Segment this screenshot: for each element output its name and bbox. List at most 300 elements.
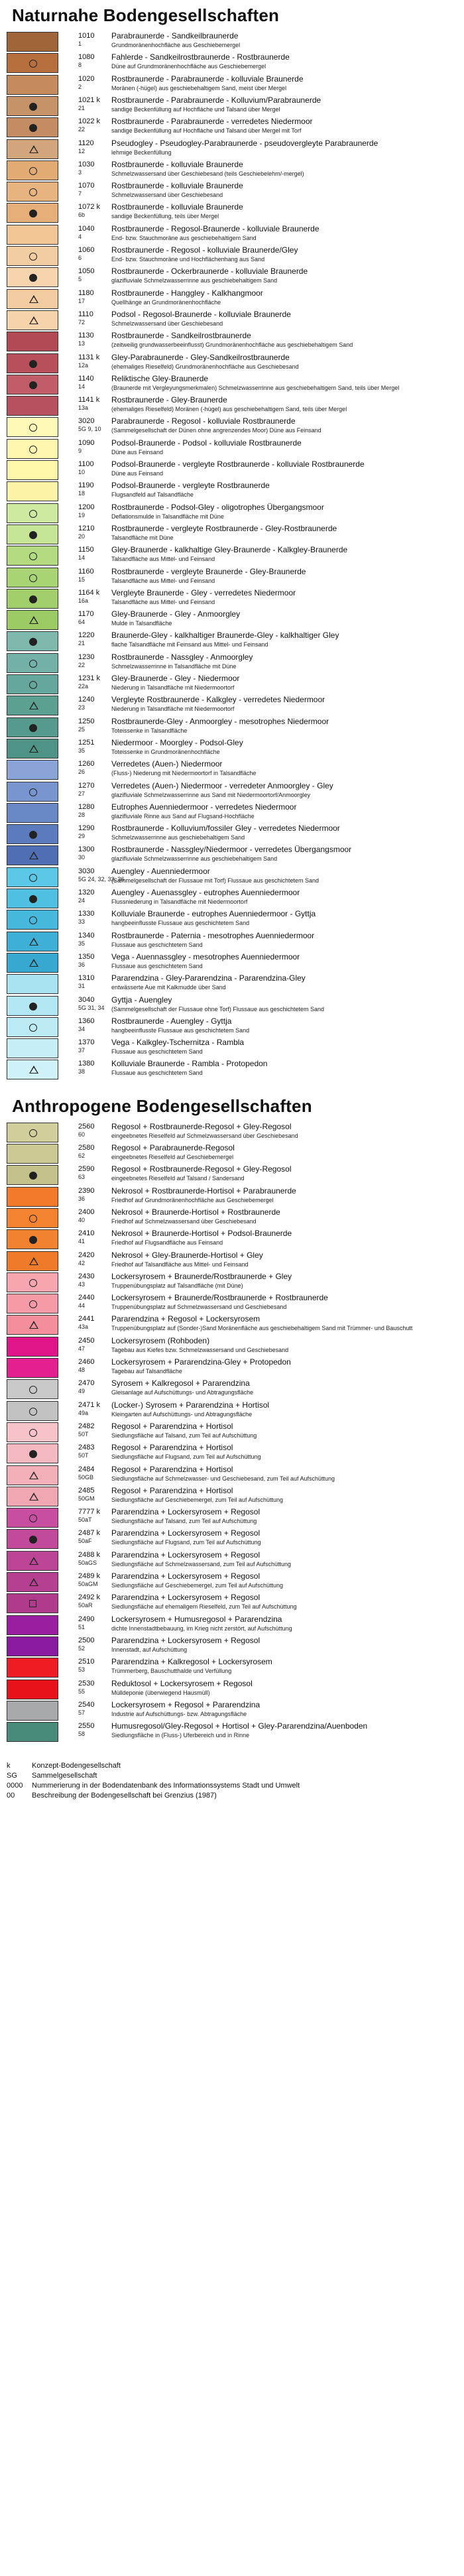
color-swatch bbox=[7, 1701, 58, 1721]
grenzius-number: 35 bbox=[78, 940, 86, 947]
triangle-icon bbox=[29, 316, 38, 324]
color-swatch bbox=[7, 267, 58, 287]
grenzius-number: 28 bbox=[78, 811, 86, 818]
soil-association-description: Innenstadt, auf Aufschüttung bbox=[111, 1646, 188, 1653]
legend-row bbox=[7, 1401, 457, 1422]
unit-number: 2420 bbox=[78, 1251, 95, 1259]
dot-icon bbox=[29, 1172, 37, 1180]
color-swatch bbox=[7, 1593, 58, 1613]
grenzius-number: 17 bbox=[78, 297, 86, 304]
circle-icon bbox=[29, 660, 37, 668]
soil-association-description: Siedlungsfläche in (Fluss-) Uferbereich und in Rinne bbox=[111, 1732, 250, 1739]
unit-number: 1160 bbox=[78, 567, 94, 576]
unit-number: 1370 bbox=[78, 1038, 95, 1047]
soil-association-name: Regosol + Pararendzina + Hortisol bbox=[111, 1464, 233, 1474]
grenzius-number: 47 bbox=[78, 1345, 86, 1352]
legend-row bbox=[7, 610, 457, 631]
legend-row bbox=[7, 139, 457, 160]
grenzius-number: 21 bbox=[78, 104, 86, 111]
color-swatch bbox=[7, 75, 58, 95]
legend-row bbox=[7, 160, 457, 182]
soil-association-name: Pararendzina - Gley-Pararendzina - Pararendzina-Gley bbox=[111, 973, 306, 983]
legend-row bbox=[7, 1572, 457, 1593]
soil-association-description: Gleisanlage auf Aufschüttungs- und Abtragungsfläche bbox=[111, 1389, 254, 1396]
legend-row bbox=[7, 289, 457, 310]
soil-association-name: Regosol + Rostbraunerde-Regosol + Gley-Regosol bbox=[111, 1164, 292, 1174]
unit-number: 1131 k bbox=[78, 353, 100, 361]
soil-association-name: Reliktische Gley-Braunerde bbox=[111, 373, 209, 383]
legend-row bbox=[7, 1123, 457, 1144]
legend-row bbox=[7, 1487, 457, 1508]
unit-number: 1350 bbox=[78, 952, 95, 961]
color-swatch bbox=[7, 1508, 58, 1528]
soil-association-name: Rostbraunerde - Sandkeilrostbraunerde bbox=[111, 331, 251, 341]
color-swatch bbox=[7, 803, 58, 823]
unit-number: 2410 bbox=[78, 1229, 95, 1238]
soil-association-name: Lockersyrosem + Regosol + Pararendzina bbox=[111, 1699, 261, 1709]
color-swatch bbox=[7, 524, 58, 544]
unit-number: 2430 bbox=[78, 1272, 95, 1280]
soil-association-name: Podsol-Braunerde - vergleyte Rostbraunerde - kolluviale Rostbraunerde bbox=[111, 460, 365, 469]
legend-row bbox=[7, 182, 457, 203]
key-symbol: SG bbox=[7, 1772, 17, 1780]
triangle-icon bbox=[29, 1557, 38, 1565]
soil-association-name: Rostbraunerde - Hanggley - Kalkhangmoor bbox=[111, 288, 263, 298]
legend-row bbox=[7, 53, 457, 74]
color-swatch bbox=[7, 674, 58, 694]
circle-icon bbox=[29, 446, 37, 454]
soil-association-description: Flussaue aus geschichtetem Sand bbox=[111, 962, 203, 969]
unit-number: 2490 bbox=[78, 1615, 95, 1623]
circle-icon bbox=[29, 574, 37, 582]
legend-row bbox=[7, 375, 457, 396]
soil-association-name: Auengley - Auenniedermoor bbox=[111, 866, 210, 876]
grenzius-number: 9 bbox=[78, 447, 82, 454]
color-swatch bbox=[7, 182, 58, 202]
soil-association-description: hangbeeinflusste Flussaue aus geschichtetem Sand bbox=[111, 1026, 250, 1034]
soil-association-description: flache Talsandfläche mit Feinsand aus Mittel- und Feinsand bbox=[111, 641, 268, 648]
dot-icon bbox=[29, 531, 37, 539]
key-entry bbox=[7, 1772, 457, 1782]
legend-row bbox=[7, 1551, 457, 1572]
grenzius-number: 5G 9, 10 bbox=[78, 426, 101, 433]
legend-row bbox=[7, 203, 457, 224]
unit-number: 2560 bbox=[78, 1122, 95, 1131]
soil-association-description: Mülldeponie (überwiegend Hausmüll) bbox=[111, 1689, 210, 1696]
unit-number: 1210 bbox=[78, 524, 95, 532]
legend-row bbox=[7, 460, 457, 481]
color-swatch bbox=[7, 996, 58, 1016]
soil-association-description: Flugsandfeld auf Talsandfläche bbox=[111, 491, 194, 499]
legend-row bbox=[7, 1294, 457, 1315]
grenzius-number: 42 bbox=[78, 1259, 86, 1266]
soil-association-name: Braunerde-Gley - kalkhaltiger Braunerde-Gley - kalkhaltiger Gley bbox=[111, 631, 339, 641]
grenzius-number: 43 bbox=[78, 1280, 86, 1288]
soil-association-description: Toteissenke in Grundmoränenhochfläche bbox=[111, 748, 220, 755]
soil-association-name: Rostbraunerde-Gley - Anmoorgley - mesotrophes Niedermoor bbox=[111, 716, 329, 726]
circle-icon bbox=[29, 510, 37, 518]
legend-row bbox=[7, 524, 457, 546]
legend-row bbox=[7, 674, 457, 696]
legend-row bbox=[7, 1187, 457, 1208]
unit-number: 2440 bbox=[78, 1294, 95, 1302]
color-swatch bbox=[7, 889, 58, 908]
triangle-icon bbox=[29, 616, 38, 624]
grenzius-number: 23 bbox=[78, 704, 86, 711]
soil-association-name: Lockersyrosem + Humusregosol + Pararendzina bbox=[111, 1614, 282, 1624]
unit-number: 1130 bbox=[78, 332, 94, 340]
soil-association-name: Rostbraunerde - Nassgley - Anmoorgley bbox=[111, 652, 253, 662]
unit-number: 2487 k bbox=[78, 1529, 101, 1538]
section-title: Anthropogene Bodengesellschaften bbox=[12, 1095, 312, 1116]
circle-icon bbox=[29, 552, 37, 560]
legend-row bbox=[7, 696, 457, 717]
soil-association-name: Syrosem + Kalkregosol + Pararendzina bbox=[111, 1379, 250, 1388]
legend-row bbox=[7, 396, 457, 417]
grenzius-number: 50GM bbox=[78, 1495, 95, 1502]
unit-number: 1200 bbox=[78, 503, 95, 511]
grenzius-number: 49a bbox=[78, 1409, 89, 1416]
soil-association-name: Regosol + Rostbraunerde-Regosol + Gley-Regosol bbox=[111, 1121, 292, 1131]
color-swatch bbox=[7, 1272, 58, 1292]
grenzius-number: 14 bbox=[78, 383, 86, 390]
soil-association-description: (ehemaliges Rieselfeld) Grundmoränenhochfläche aus Geschiebesand bbox=[111, 363, 299, 370]
color-swatch bbox=[7, 653, 58, 673]
legend-row bbox=[7, 824, 457, 845]
legend-row bbox=[7, 932, 457, 953]
soil-association-name: Pararendzina + Lockersyrosem + Regosol bbox=[111, 1571, 261, 1581]
soil-association-description: (Sammelgesellschaft der Flussaue ohne Torf) Flussaue aus geschichtetem Sand bbox=[111, 1005, 324, 1012]
circle-icon bbox=[29, 788, 37, 796]
grenzius-number: 6 bbox=[78, 255, 82, 261]
soil-association-description: Düne auf Grundmoränenhochfläche aus Geschiebemergel bbox=[111, 63, 266, 70]
legend-row bbox=[7, 803, 457, 824]
grenzius-number: 50aGS bbox=[78, 1559, 97, 1566]
dot-icon bbox=[29, 1003, 37, 1011]
soil-association-name: Lockersyrosem + Braunerde/Rostbraunerde + Gley bbox=[111, 1271, 292, 1281]
soil-association-name: Pararendzina + Lockersyrosem + Regosol bbox=[111, 1635, 261, 1645]
unit-number: 1040 bbox=[78, 224, 95, 233]
circle-icon bbox=[29, 681, 37, 689]
legend-row bbox=[7, 1680, 457, 1701]
square-icon bbox=[29, 1600, 36, 1607]
triangle-icon bbox=[29, 1321, 38, 1329]
soil-association-description: glazifluviale Schmelzwasserrinne aus geschiebehaltigem Sand bbox=[111, 855, 278, 863]
legend-row bbox=[7, 1358, 457, 1379]
color-swatch bbox=[7, 481, 58, 501]
grenzius-number: 38 bbox=[78, 1068, 86, 1075]
soil-association-description: Mulde in Talsandfläche bbox=[111, 620, 172, 627]
color-swatch bbox=[7, 1123, 58, 1142]
soil-association-name: Rostbraunerde - Regosol - kolluviale Braunerde/Gley bbox=[111, 245, 298, 255]
dot-icon bbox=[29, 1536, 37, 1544]
unit-number: 3040 bbox=[78, 995, 95, 1004]
unit-number: 2482 bbox=[78, 1422, 95, 1430]
soil-association-description: Talsandfläche aus Mittel- und Feinsand bbox=[111, 598, 215, 605]
circle-icon bbox=[29, 253, 37, 261]
unit-number: 1340 bbox=[78, 931, 95, 940]
legend-row bbox=[7, 1508, 457, 1529]
soil-association-name: Nekrosol + Rostbraunerde-Hortisol + Parabraunerde bbox=[111, 1186, 296, 1196]
grenzius-number: 19 bbox=[78, 511, 86, 519]
grenzius-number: 50aT bbox=[78, 1516, 92, 1524]
color-swatch bbox=[7, 1615, 58, 1635]
legend-row bbox=[7, 225, 457, 246]
grenzius-number: 3 bbox=[78, 168, 82, 176]
legend-row bbox=[7, 96, 457, 117]
grenzius-number: 12 bbox=[78, 147, 86, 154]
grenzius-number: 50GB bbox=[78, 1473, 94, 1481]
soil-association-name: Regosol + Pararendzina + Hortisol bbox=[111, 1421, 233, 1431]
soil-association-description: Toteissenke in Talsandfläche bbox=[111, 727, 188, 734]
color-swatch bbox=[7, 289, 58, 309]
color-swatch bbox=[7, 139, 58, 159]
key-symbol: 00 bbox=[7, 1792, 15, 1800]
grenzius-number: 22a bbox=[78, 683, 89, 690]
legend-row bbox=[7, 910, 457, 931]
soil-association-name: Rostbraunerde - Auengley - Gyttja bbox=[111, 1016, 232, 1026]
grenzius-number: 41 bbox=[78, 1238, 86, 1245]
color-swatch bbox=[7, 717, 58, 737]
unit-number: 1021 k bbox=[78, 95, 101, 104]
soil-association-description: Siedlungsfläche auf Flugsand, zum Teil auf Aufschüttung bbox=[111, 1539, 261, 1546]
unit-number: 1240 bbox=[78, 696, 95, 704]
unit-number: 2530 bbox=[78, 1679, 95, 1687]
soil-association-description: Flussniederung in Talsandfläche mit Niedermoortorf bbox=[111, 898, 248, 905]
unit-number: 2460 bbox=[78, 1358, 95, 1366]
legend-row bbox=[7, 1615, 457, 1636]
dot-icon bbox=[29, 724, 37, 732]
unit-number: 1140 bbox=[78, 374, 94, 383]
legend-row bbox=[7, 1144, 457, 1165]
soil-association-description: sandige Beckenfüllung auf Hochfläche und Talsand über Mergel bbox=[111, 105, 280, 113]
grenzius-number: 22 bbox=[78, 126, 86, 133]
color-swatch bbox=[7, 1487, 58, 1506]
triangle-icon bbox=[29, 1471, 38, 1479]
soil-association-name: Rostbraunerde - kolluviale Braunerde bbox=[111, 181, 243, 191]
grenzius-number: 64 bbox=[78, 619, 86, 626]
grenzius-number: 48 bbox=[78, 1367, 86, 1373]
legend-row bbox=[7, 1701, 457, 1722]
unit-number: 1020 bbox=[78, 74, 95, 83]
grenzius-number: 25 bbox=[78, 725, 86, 733]
soil-association-description: Flussaue aus geschichtetem Sand bbox=[111, 1070, 203, 1077]
circle-icon bbox=[29, 1429, 37, 1437]
soil-association-description: dichte Innenstadtbebauung, im Krieg nicht zerstört, auf Aufschüttung bbox=[111, 1625, 292, 1632]
dot-icon bbox=[29, 595, 37, 603]
soil-association-name: Regosol + Parabraunerde-Regosol bbox=[111, 1143, 235, 1152]
circle-icon bbox=[29, 1408, 37, 1416]
unit-number: 1360 bbox=[78, 1016, 95, 1025]
soil-association-description: Moränen (-hügel) aus geschiebehaltigem Sand, meist über Mergel bbox=[111, 84, 287, 92]
soil-association-description: End- bzw. Stauchmoräne und Hochflächenhang aus Sand bbox=[111, 256, 265, 263]
grenzius-number: 43a bbox=[78, 1323, 89, 1331]
triangle-icon bbox=[29, 1257, 38, 1265]
color-swatch bbox=[7, 568, 58, 587]
key-meaning: Nummerierung in der Bodendatenbank des Informationssystems Stadt und Umwelt bbox=[32, 1782, 300, 1790]
soil-association-description: Flussaue aus geschichtetem Sand bbox=[111, 941, 203, 948]
key-entry bbox=[7, 1792, 457, 1802]
soil-association-description: End- bzw. Stauchmoräne aus geschiebehaltigem Sand bbox=[111, 234, 257, 241]
soil-association-description: entwässerte Aue mit Kalkmudde über Sand bbox=[111, 984, 226, 991]
color-swatch bbox=[7, 1529, 58, 1549]
color-swatch bbox=[7, 1443, 58, 1463]
legend-row bbox=[7, 974, 457, 995]
soil-association-name: Pararendzina + Lockersyrosem + Regosol bbox=[111, 1550, 261, 1560]
circle-icon bbox=[29, 1279, 37, 1287]
legend-row bbox=[7, 1722, 457, 1743]
legend-row bbox=[7, 953, 457, 974]
soil-association-name: Rostbraunerde - Podsol-Gley - oligotrophes Übergangsmoor bbox=[111, 502, 324, 512]
circle-icon bbox=[29, 1129, 37, 1137]
soil-association-name: Rostbraunerde - vergleyte Rostbraunerde - Gley-Rostbraunerde bbox=[111, 523, 337, 533]
soil-association-description: Siedlungsfläche auf Flugsand, zum Teil auf Aufschüttung bbox=[111, 1453, 261, 1461]
soil-association-description: Deflationsmulde in Talsandfläche mit Düne bbox=[111, 513, 224, 520]
color-swatch bbox=[7, 910, 58, 930]
color-swatch bbox=[7, 1636, 58, 1656]
soil-association-name: Pseudogley - Pseudogley-Parabraunerde - pseudovergleyte Parabraunerde bbox=[111, 138, 378, 148]
unit-number: 2492 k bbox=[78, 1593, 101, 1602]
grenzius-number: 1 bbox=[78, 40, 82, 47]
soil-association-name: Niedermoor - Moorgley - Podsol-Gley bbox=[111, 737, 243, 747]
soil-association-name: Lockersyrosem + Pararendzina-Gley + Protopedon bbox=[111, 1357, 291, 1367]
grenzius-number: 44 bbox=[78, 1302, 86, 1310]
circle-icon bbox=[29, 167, 37, 175]
unit-number: 1320 bbox=[78, 889, 95, 896]
dot-icon bbox=[29, 360, 37, 368]
soil-association-description: (Sammelgesellschaft der Dünen ohne angrenzendes Moor) Düne aus Feinsand bbox=[111, 427, 321, 434]
soil-association-description: Siedlungsfläche auf Talsand, zum Teil auf Aufschüttung bbox=[111, 1432, 257, 1439]
soil-association-name: (Locker-) Syrosem + Pararendzina + Hortisol bbox=[111, 1400, 270, 1410]
soil-association-name: Lockersyrosem (Rohboden) bbox=[111, 1335, 210, 1345]
grenzius-number: 27 bbox=[78, 790, 86, 797]
legend-row bbox=[7, 568, 457, 589]
color-swatch bbox=[7, 353, 58, 373]
unit-number: 2400 bbox=[78, 1207, 95, 1216]
legend-row bbox=[7, 353, 457, 375]
color-swatch bbox=[7, 439, 58, 459]
color-swatch bbox=[7, 203, 58, 223]
color-swatch bbox=[7, 160, 58, 180]
soil-association-name: Kolluviale Braunerde - eutrophes Auenniedermoor - Gyttja bbox=[111, 909, 316, 919]
color-swatch bbox=[7, 1379, 58, 1399]
color-swatch bbox=[7, 1060, 58, 1079]
color-swatch bbox=[7, 1337, 58, 1357]
soil-association-name: Verredetes (Auen-) Niedermoor bbox=[111, 759, 223, 769]
soil-association-name: Pararendzina + Lockersyrosem + Regosol bbox=[111, 1593, 261, 1603]
legend-row bbox=[7, 32, 457, 53]
soil-association-description: hangbeeinflusste Flussaue aus geschichtetem Sand bbox=[111, 920, 250, 927]
soil-association-name: Rostbraunerde - kolluviale Braunerde bbox=[111, 202, 243, 212]
legend-row bbox=[7, 782, 457, 803]
soil-association-description: Friedhof auf Schmelzwassersand über Geschiebesand bbox=[111, 1217, 257, 1225]
dot-icon bbox=[29, 103, 37, 111]
grenzius-number: 8 bbox=[78, 62, 82, 69]
grenzius-number: 72 bbox=[78, 318, 86, 326]
color-swatch bbox=[7, 1358, 58, 1378]
grenzius-number: 40 bbox=[78, 1216, 86, 1223]
soil-association-description: Friedhof auf Talsandfläche aus Mittel- und Feinsand bbox=[111, 1260, 249, 1268]
soil-association-description: Trümmerberg, Bauschutthalde und Verfüllung bbox=[111, 1668, 232, 1675]
legend-row bbox=[7, 1337, 457, 1358]
soil-association-description: Kleingarten auf Aufschüttungs- und Abtragungsfläche bbox=[111, 1410, 253, 1418]
grenzius-number: 4 bbox=[78, 233, 82, 240]
grenzius-number: 50aR bbox=[78, 1602, 93, 1609]
soil-association-description: lehmige Beckenfüllung bbox=[111, 149, 172, 156]
color-swatch bbox=[7, 117, 58, 137]
color-swatch bbox=[7, 845, 58, 865]
key-symbol: k bbox=[7, 1762, 11, 1770]
color-swatch bbox=[7, 96, 58, 116]
grenzius-number: 36 bbox=[78, 961, 86, 968]
soil-association-description: Schmelzwassersand über Geschiebesand bbox=[111, 320, 223, 327]
color-swatch bbox=[7, 974, 58, 994]
legend-row bbox=[7, 845, 457, 867]
color-swatch bbox=[7, 589, 58, 609]
color-swatch bbox=[7, 1165, 58, 1185]
soil-association-description: eingeebnetes Rieselfeld auf Schmelzwassersand über Geschiebesand bbox=[111, 1132, 298, 1139]
triangle-icon bbox=[29, 295, 38, 303]
soil-association-description: Quellhänge an Grundmoränenhochfläche bbox=[111, 298, 221, 306]
triangle-icon bbox=[29, 938, 38, 946]
legend-row bbox=[7, 739, 457, 760]
unit-number: 2471 k bbox=[78, 1400, 101, 1409]
soil-association-description: Friedhof auf Grundmoränenhochfläche aus Geschiebemergel bbox=[111, 1196, 274, 1203]
soil-association-description: Talsandfläche mit Düne bbox=[111, 534, 174, 541]
grenzius-number: 16a bbox=[78, 597, 89, 604]
grenzius-number: 18 bbox=[78, 490, 86, 497]
soil-association-name: Auengley - Auenassgley - eutrophes Auenniedermoor bbox=[111, 888, 300, 897]
color-swatch bbox=[7, 1038, 58, 1058]
legend-row bbox=[7, 1593, 457, 1615]
soil-association-description: Schmelzwassersand über Geschiebesand (teils Geschiebelehm/-mergel) bbox=[111, 170, 304, 177]
unit-number: 2500 bbox=[78, 1636, 95, 1644]
legend-row bbox=[7, 867, 457, 889]
color-swatch bbox=[7, 867, 58, 887]
unit-number: 2580 bbox=[78, 1144, 95, 1152]
unit-number: 2390 bbox=[78, 1186, 95, 1195]
soil-association-description: Truppenübungsplatz auf Talsandfläche (mit Düne) bbox=[111, 1282, 243, 1289]
legend-row bbox=[7, 1315, 457, 1336]
unit-number: 1190 bbox=[78, 481, 94, 490]
soil-association-name: Gley-Braunerde - kalkhaltige Gley-Braunerde - Kalkgley-Braunerde bbox=[111, 545, 348, 555]
unit-number: 1050 bbox=[78, 267, 95, 276]
soil-association-description: glazifluviale Schmelzwasserrinne aus Sand mit Niedermoortorf/Anmoorgley bbox=[111, 791, 311, 798]
soil-association-name: Humusregosol/Gley-Regosol + Hortisol + Gley-Pararendzina/Auenboden bbox=[111, 1721, 368, 1731]
color-swatch bbox=[7, 1722, 58, 1742]
dot-icon bbox=[29, 124, 37, 132]
circle-icon bbox=[29, 916, 37, 924]
grenzius-number: 49 bbox=[78, 1388, 86, 1395]
legend-row bbox=[7, 1379, 457, 1400]
soil-association-description: Siedlungsfläche auf Talsand, zum Teil auf Aufschüttung bbox=[111, 1518, 257, 1525]
unit-number: 1070 bbox=[78, 182, 95, 190]
unit-number: 1120 bbox=[78, 139, 94, 147]
circle-icon bbox=[29, 1215, 37, 1223]
unit-number: 1310 bbox=[78, 974, 95, 983]
unit-number: 1380 bbox=[78, 1060, 95, 1068]
soil-association-name: Vergleyte Braunerde - Gley - verredetes Niedermoor bbox=[111, 587, 296, 597]
legend-row bbox=[7, 1208, 457, 1229]
unit-number: 7777 k bbox=[78, 1508, 101, 1516]
color-swatch bbox=[7, 375, 58, 395]
soil-association-name: Podsol-Braunerde - vergleyte Rostbraunerde bbox=[111, 481, 270, 491]
grenzius-number: 35 bbox=[78, 747, 86, 754]
triangle-icon bbox=[29, 1493, 38, 1501]
legend-row bbox=[7, 1658, 457, 1679]
color-swatch bbox=[7, 782, 58, 802]
legend-row bbox=[7, 267, 457, 288]
